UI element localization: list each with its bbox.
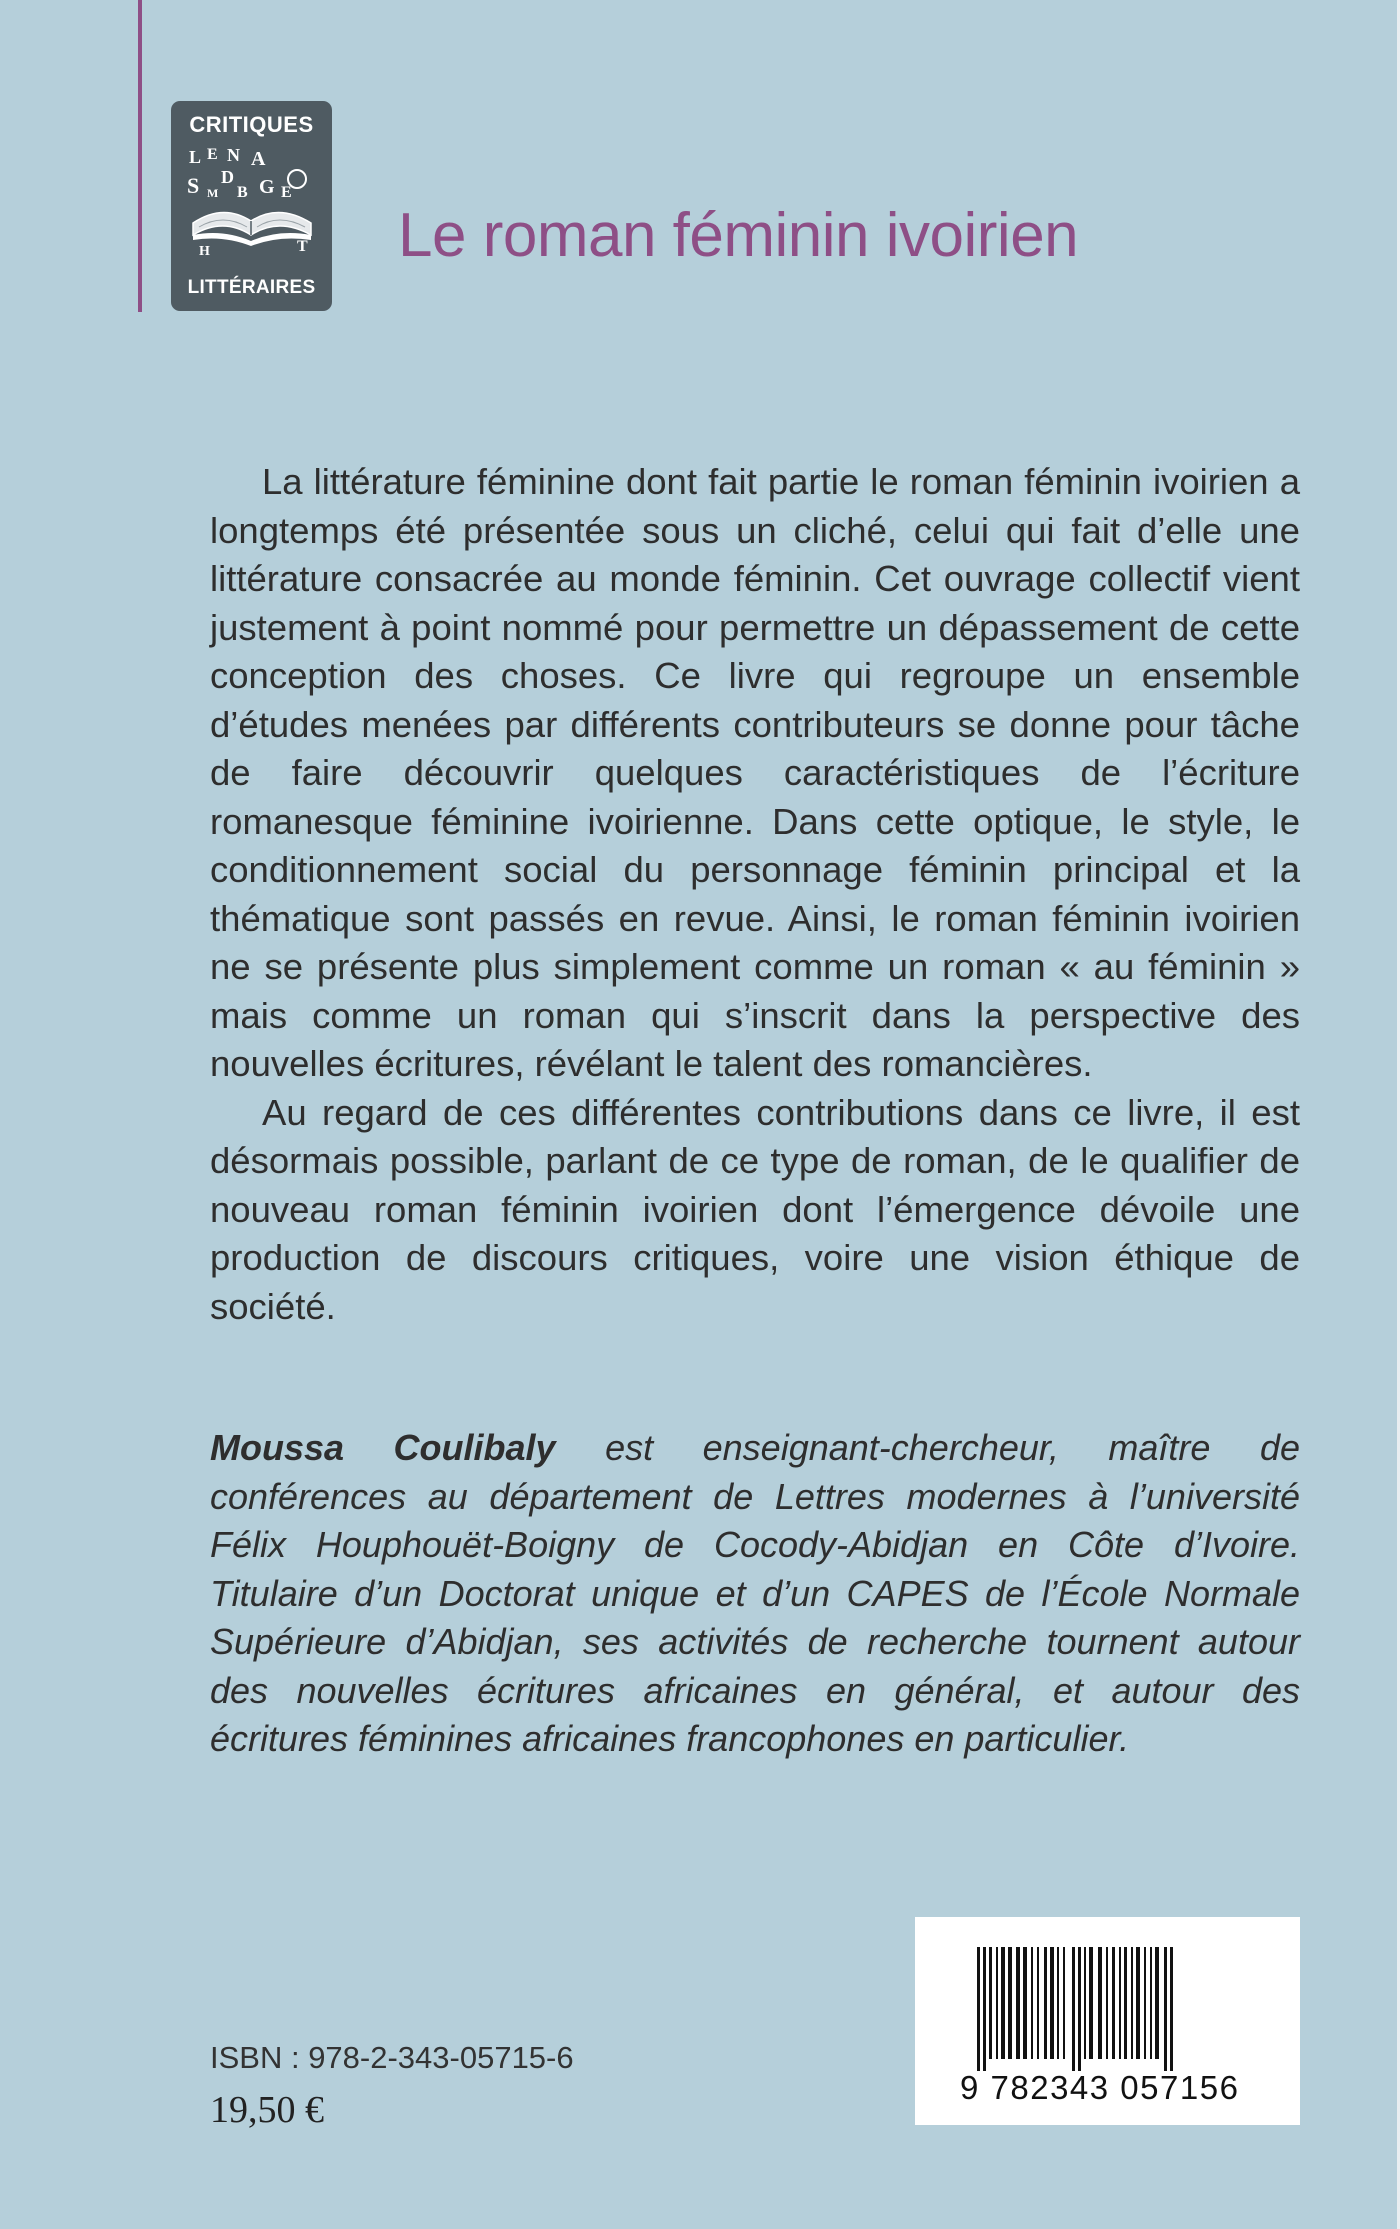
isbn: ISBN : 978-2-343-05715-6: [210, 2040, 574, 2075]
barcode-bar: [1164, 1947, 1167, 2071]
barcode-bar: [1106, 1947, 1108, 2059]
barcode-bar: [1144, 1947, 1146, 2059]
series-logo-line2: LITTÉRAIRES: [187, 277, 316, 298]
logo-letter: T: [297, 238, 308, 255]
book-title: Le roman féminin ivoirien: [398, 201, 1079, 270]
description-paragraph: La littérature féminine dont fait partie le roman féminin ivoirien a longtemps été présentée sous un cliché, celui qui fait d’elle une littérature consacrée au monde féminin. Cet ouvrage collectif vient justement à point nommé pour permettre un dépassement de cette conception des choses. Ce livre qui regroupe un ensemble d’études menées par différents contributeurs se donne pour tâche de faire découvrir quelques caractéristiques de l’écriture romanesque féminine ivoirienne. Dans cette optique, le style, le conditionnement social du personnage féminin principal et la thématique sont passés en revue. Ainsi, le roman féminin ivoirien ne se présente plus simplement comme un roman « au féminin » mais comme un roman qui s’inscrit dans la perspective des nouvelles écritures, révélant le talent des romancières.: [210, 461, 1300, 1084]
barcode-bar: [1112, 1947, 1115, 2059]
barcode-bar: [1023, 1947, 1027, 2059]
barcode-bar: [1098, 1947, 1102, 2059]
logo-letter: D: [221, 167, 234, 187]
logo-letter: M: [207, 186, 219, 200]
author-bio-text: est enseignant-chercheur, maître de conférences au département de Lettres modernes à l’université Félix Houphouët-Boigny de Cocody-Abidjan en Côte d’Ivoire. Titulaire d’un Doctorat unique et d’un CAPES de l’École Normale Supérieure d’Abidjan, ses activités de recherche tournent autour des nouvelles écritures africaines en général, et autour des écritures féminines africaines francophones en particulier.: [210, 1427, 1300, 1759]
series-logo: [171, 101, 332, 311]
barcode-bar: [1031, 1947, 1033, 2059]
book-description: [210, 458, 1300, 1331]
author-bio: [210, 1424, 1300, 1764]
barcode-bar: [1119, 1947, 1121, 2059]
barcode-bar: [977, 1947, 980, 2071]
barcode-bar: [1008, 1947, 1012, 2059]
price: 19,50 €: [210, 2089, 324, 2131]
barcode-number: 9 782343 057156: [960, 2069, 1240, 2106]
barcode-bar: [1131, 1947, 1133, 2059]
series-logo-line1: CRITIQUES: [189, 112, 314, 137]
logo-letter: N: [227, 145, 240, 165]
barcode-bar: [1155, 1947, 1159, 2059]
barcode-bar: [1078, 1947, 1081, 2071]
barcode-bar: [1050, 1947, 1054, 2059]
barcode-bar: [1016, 1947, 1020, 2059]
barcode-bar: [1150, 1947, 1152, 2059]
logo-letter: A: [251, 148, 266, 170]
author-name: Moussa Coulibaly: [210, 1427, 556, 1468]
spine-accent-line: [138, 0, 142, 312]
barcode: [915, 1917, 1300, 2125]
logo-letter: E: [281, 184, 292, 201]
logo-letter: E: [207, 146, 218, 163]
barcode-bar: [1089, 1947, 1093, 2059]
barcode-bar: [1084, 1947, 1086, 2059]
barcode-bar: [1124, 1947, 1127, 2059]
barcode-bar: [1001, 1947, 1005, 2059]
open-book-icon: [185, 143, 318, 258]
barcode-bar: [983, 1947, 986, 2071]
barcode-bar: [989, 1947, 992, 2059]
barcode-bars: [915, 1917, 1300, 2077]
barcode-bar: [1170, 1947, 1173, 2071]
description-paragraph: Au regard de ces différentes contributions dans ce livre, il est désormais possible, parlant de ce type de roman, de le qualifier de nouveau roman féminin ivoirien dont l’émergence dévoile une production de discours critiques, voire une vision éthique de société.: [210, 1091, 1300, 1327]
logo-letter: B: [237, 184, 248, 201]
logo-letter: L: [189, 147, 202, 167]
logo-letter: S: [187, 173, 200, 198]
barcode-bar: [1136, 1947, 1140, 2059]
logo-letter: G: [259, 176, 275, 198]
barcode-bar: [1037, 1947, 1039, 2059]
logo-letter: H: [199, 244, 210, 258]
barcode-bar: [1063, 1947, 1065, 2059]
barcode-bar: [996, 1947, 998, 2059]
barcode-bar: [1072, 1947, 1075, 2071]
barcode-bar: [1044, 1947, 1047, 2059]
barcode-bar: [1057, 1947, 1059, 2059]
